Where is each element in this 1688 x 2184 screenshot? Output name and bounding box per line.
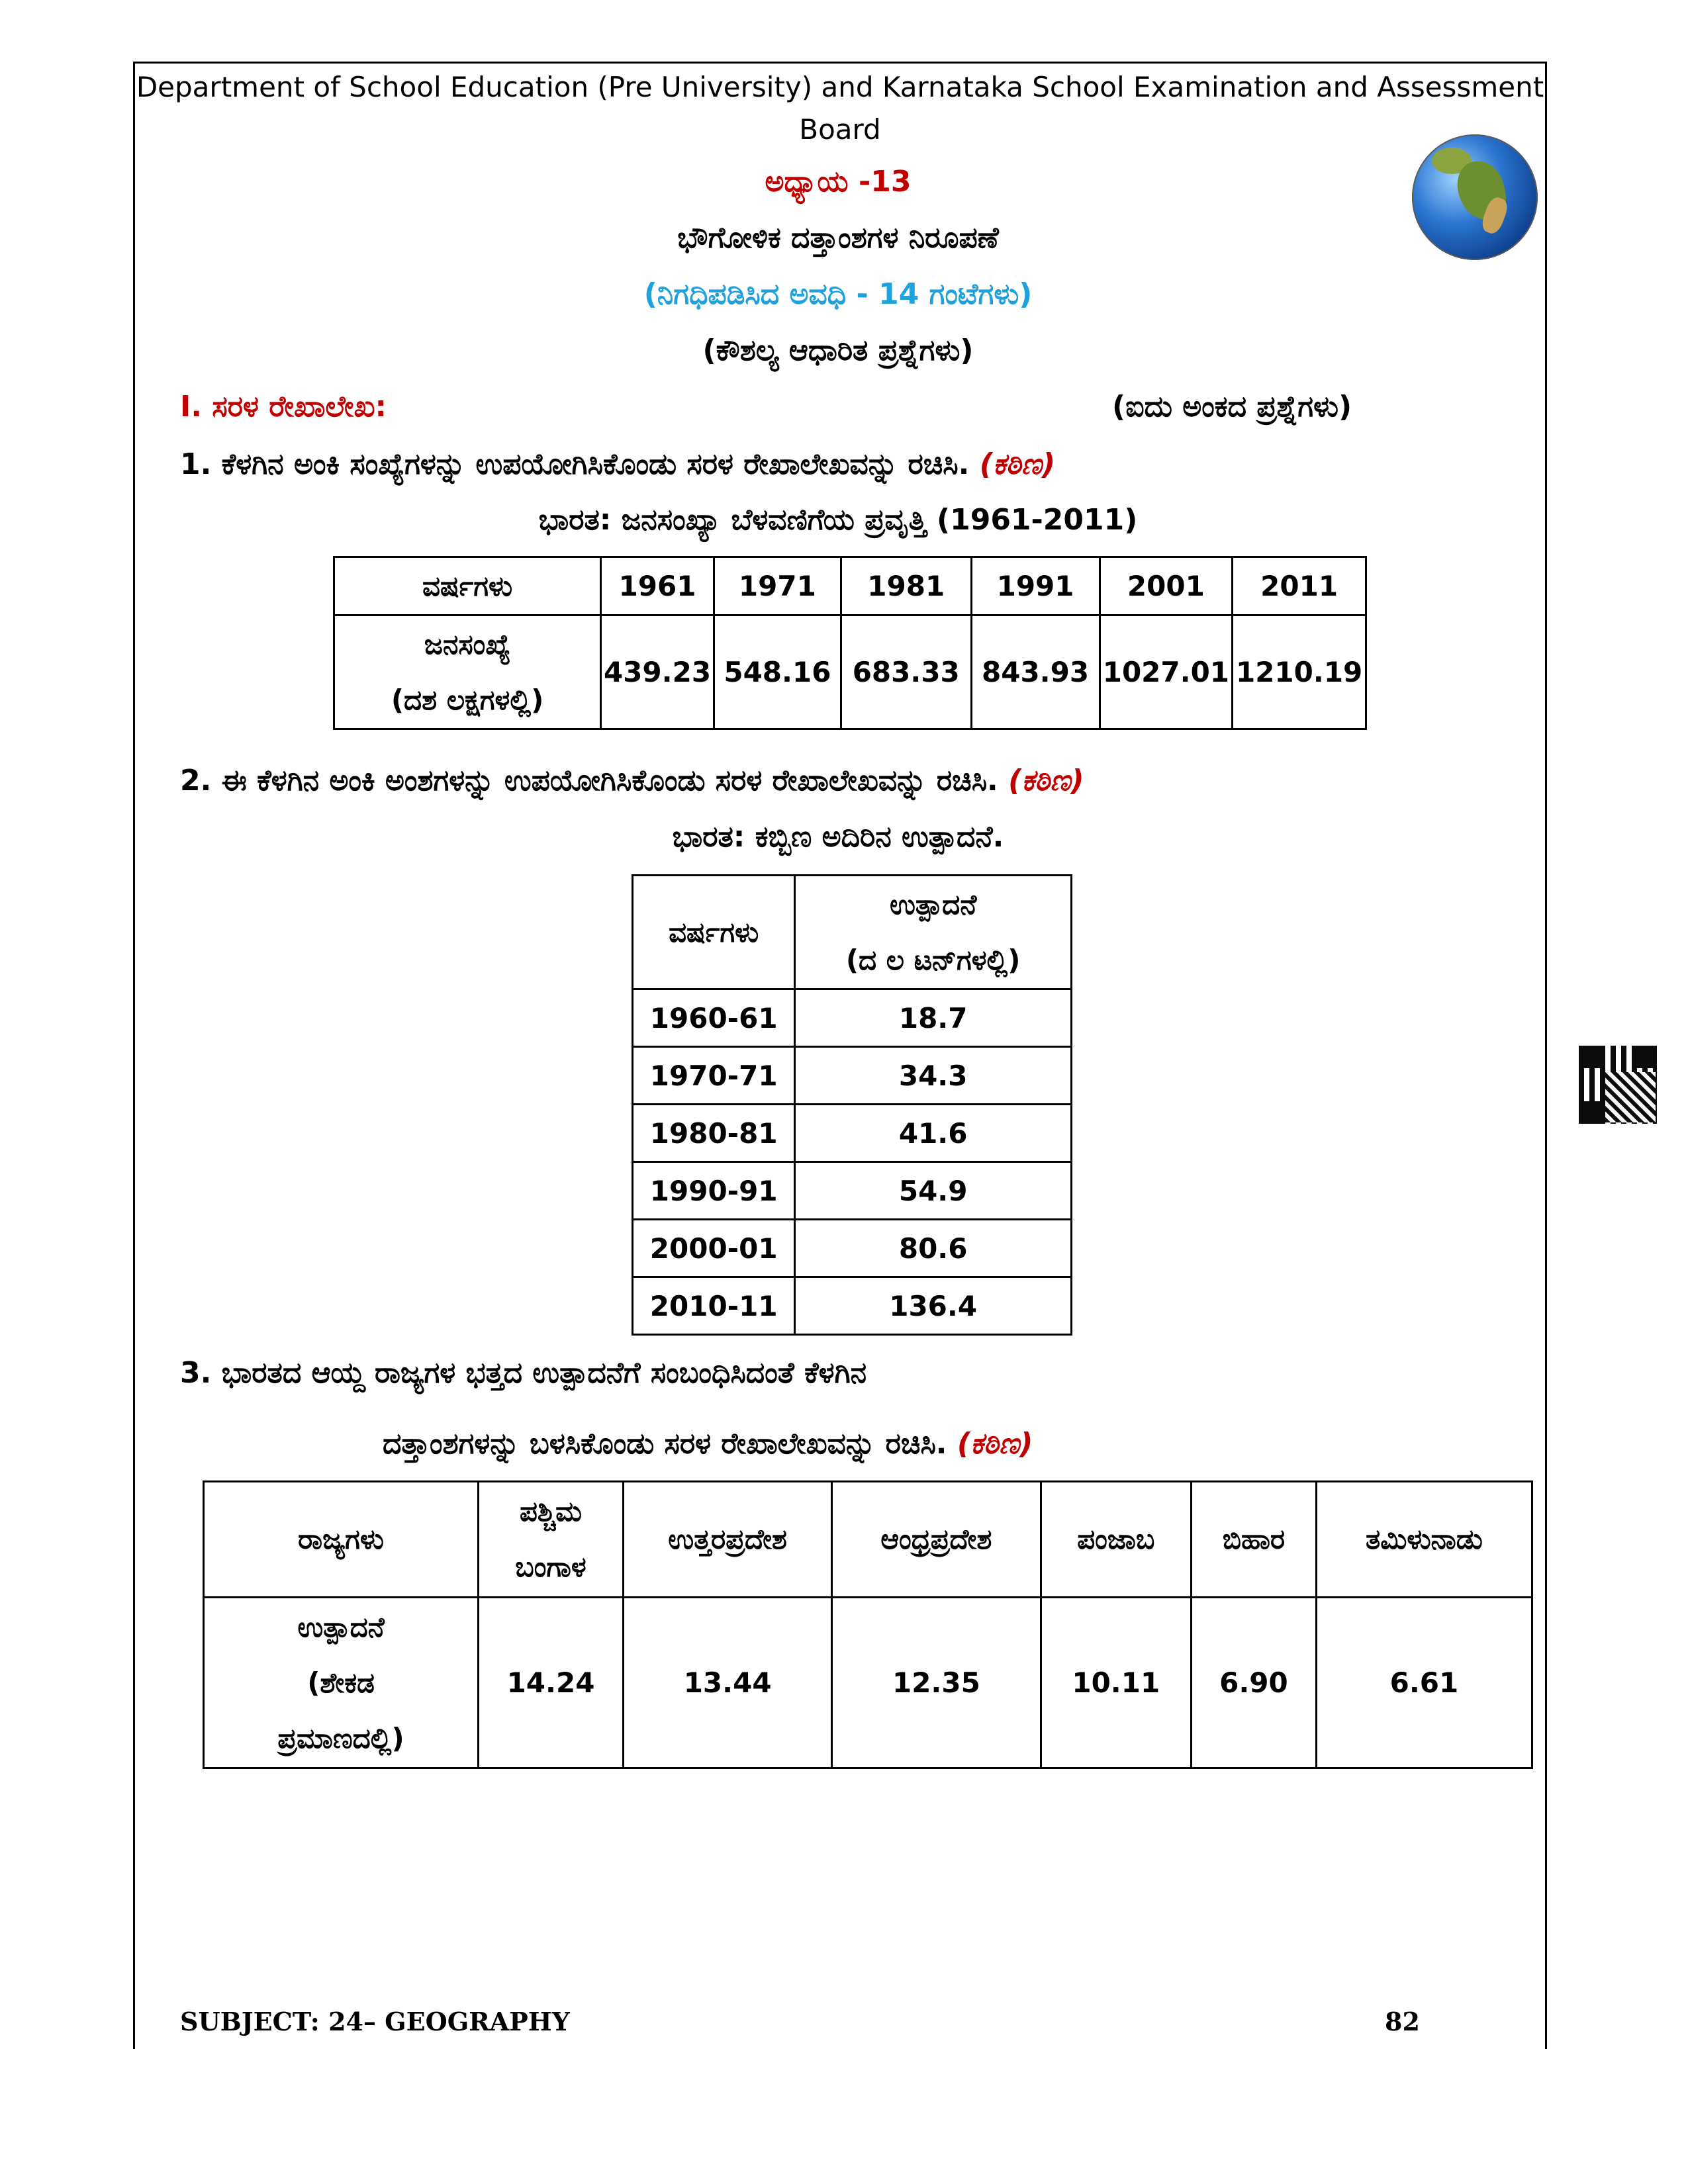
value-cell: 439.23 [601, 615, 714, 729]
question-2-text: 2. ಈ ಕೆಳಗಿನ ಅಂಕಿ ಅಂಶಗಳನ್ನು ಉಪಯೋಗಿಸಿಕೊಂಡು ಸರಳ ರೇಖಾಲೇಖವನ್ನು ರಚಿಸಿ. [180, 764, 998, 797]
table-row-label [334, 615, 601, 729]
year-cell: 1990-91 [633, 1162, 795, 1220]
state-cell: ತಮಿಳುನಾಡು [1316, 1482, 1532, 1598]
question-3-difficulty: (ಕಠಿಣ) [957, 1427, 1033, 1461]
table-row [334, 615, 1366, 729]
label-line: (ಶೇಕಡ [307, 1666, 375, 1699]
label-line: ಪ್ರಮಾಣದಲ್ಲಿ) [277, 1721, 404, 1754]
rice-production-table [203, 1480, 1533, 1769]
value-cell: 14.24 [479, 1598, 624, 1768]
year-cell: 1981 [841, 557, 971, 615]
label-line: ಉತ್ಪಾದನೆ [297, 1610, 385, 1643]
state-line: ಪಶ್ಚಿಮ [519, 1495, 583, 1527]
value-cell: 18.7 [795, 989, 1072, 1047]
year-cell: 2001 [1100, 557, 1233, 615]
table-row [334, 557, 1366, 615]
question-2-caption: ಭಾರತ: ಕಬ್ಬಿಣ ಅದಿರಿನ ಉತ್ಪಾದನೆ. [672, 820, 1004, 854]
table-row [633, 1162, 1072, 1220]
value-cell: 1027.01 [1100, 615, 1233, 729]
year-cell: 2010-11 [633, 1277, 795, 1335]
footer-subject: SUBJECT: 24– GEOGRAPHY [180, 2007, 570, 2036]
value-cell: 80.6 [795, 1220, 1072, 1277]
year-cell: 1980-81 [633, 1105, 795, 1162]
value-cell: 1210.19 [1233, 615, 1366, 729]
value-cell: 12.35 [832, 1598, 1041, 1768]
year-cell: 2000-01 [633, 1220, 795, 1277]
allotted-period: (ನಿಗಧಿಪಡಿಸಿದ ಅವಧಿ - 14 ಗಂಟೆಗಳು) [643, 277, 1033, 311]
question-1-difficulty: (ಕಠಿಣ) [979, 447, 1056, 481]
table-row [633, 1105, 1072, 1162]
footer-page-number: 82 [1385, 2007, 1420, 2036]
qr-code[interactable] [1579, 1046, 1657, 1124]
value-cell: 41.6 [795, 1105, 1072, 1162]
question-2-difficulty: (ಕಠಿಣ) [1008, 764, 1084, 797]
value-cell: 683.33 [841, 615, 971, 729]
year-cell: 1971 [714, 557, 841, 615]
state-cell: ಉತ್ತರಪ್ರದೇಶ [623, 1482, 831, 1598]
table-row [204, 1598, 1532, 1768]
question-1 [180, 445, 1055, 484]
table-header-cell: ವರ್ಷಗಳು [633, 876, 795, 989]
chapter-title: ಭೌಗೋಳಿಕ ದತ್ತಾಂಶಗಳ ನಿರೂಪಣೆ [677, 221, 999, 255]
question-3-line-2 [383, 1424, 1033, 1464]
state-line: ಬಂಗಾಳ [515, 1551, 586, 1583]
question-3-line-1: 3. ಭಾರತದ ಆಯ್ದ ರಾಜ್ಯಗಳ ಭತ್ತದ ಉತ್ಪಾದನೆಗೆ ಸಂಬಂಧಿಸಿದಂತೆ ಕೆಳಗಿನ [180, 1356, 867, 1390]
state-cell: ಬಿಹಾರ [1192, 1482, 1317, 1598]
year-cell: 1960-61 [633, 989, 795, 1047]
question-3-text: ದತ್ತಾಂಶಗಳನ್ನು ಬಳಸಿಕೊಂಡು ಸರಳ ರೇಖಾಲೇಖವನ್ನು ರಚಿಸಿ. [383, 1427, 947, 1461]
section-marks: (ಐದು ಅಂಕದ ಪ್ರಶ್ನೆಗಳು) [1112, 390, 1352, 424]
label-line: (ದಶ ಲಕ್ಷಗಳಲ್ಲಿ) [391, 683, 544, 716]
question-1-text: 1. ಕೆಳಗಿನ ಅಂಕಿ ಸಂಖ್ಯೆಗಳನ್ನು ಉಪಯೋಗಿಸಿಕೊಂಡು ಸರಳ ರೇಖಾಲೇಖವನ್ನು ರಚಿಸಿ. [180, 447, 970, 481]
iron-ore-table [632, 874, 1072, 1336]
value-cell: 13.44 [623, 1598, 831, 1768]
value-cell: 548.16 [714, 615, 841, 729]
label-line: ಜನಸಂಖ್ಯೆ [424, 627, 511, 660]
year-cell: 1970-71 [633, 1047, 795, 1105]
state-cell: ಆಂಧ್ರಪ್ರದೇಶ [832, 1482, 1041, 1598]
population-table [333, 556, 1367, 730]
value-cell: 10.11 [1041, 1598, 1192, 1768]
table-header-cell: ವರ್ಷಗಳು [334, 557, 601, 615]
table-row [633, 1220, 1072, 1277]
section-label: I. ಸರಳ ರೇಖಾಲೇಖ: [180, 390, 387, 424]
header-line: (ದ ಲ ಟನ್‌ಗಳಲ್ಲಿ) [845, 943, 1021, 976]
table-row [633, 1277, 1072, 1335]
table-row [633, 876, 1072, 989]
state-cell: ಪಂಜಾಬ [1041, 1482, 1192, 1598]
skill-heading: (ಕೌಶಲ್ಯ ಆಧಾರಿತ ಪ್ರಶ್ನೆಗಳು) [702, 334, 974, 367]
table-row [633, 1047, 1072, 1105]
value-cell: 6.90 [1192, 1598, 1317, 1768]
value-cell: 843.93 [971, 615, 1100, 729]
question-1-caption: ಭಾರತ: ಜನಸಂಖ್ಯಾ ಬೆಳವಣಿಗೆಯ ಪ್ರವೃತ್ತಿ (1961-2011) [538, 503, 1138, 537]
table-header-cell: ರಾಜ್ಯಗಳು [204, 1482, 479, 1598]
table-row-label [204, 1598, 479, 1768]
header-line: ಉತ್ಪಾದನೆ [889, 887, 977, 921]
question-2 [180, 761, 1084, 801]
year-cell: 2011 [1233, 557, 1366, 615]
value-cell: 54.9 [795, 1162, 1072, 1220]
table-header-cell [795, 876, 1072, 989]
value-cell: 34.3 [795, 1047, 1072, 1105]
table-row [633, 989, 1072, 1047]
value-cell: 6.61 [1316, 1598, 1532, 1768]
board-header: Department of School Education (Pre University) and Karnataka School Examination and Assessment Board [136, 71, 1544, 146]
state-cell [479, 1482, 624, 1598]
year-cell: 1991 [971, 557, 1100, 615]
value-cell: 136.4 [795, 1277, 1072, 1335]
year-cell: 1961 [601, 557, 714, 615]
chapter-number: ಅಧ್ಯಾಯ -13 [765, 165, 912, 199]
table-row [204, 1482, 1532, 1598]
